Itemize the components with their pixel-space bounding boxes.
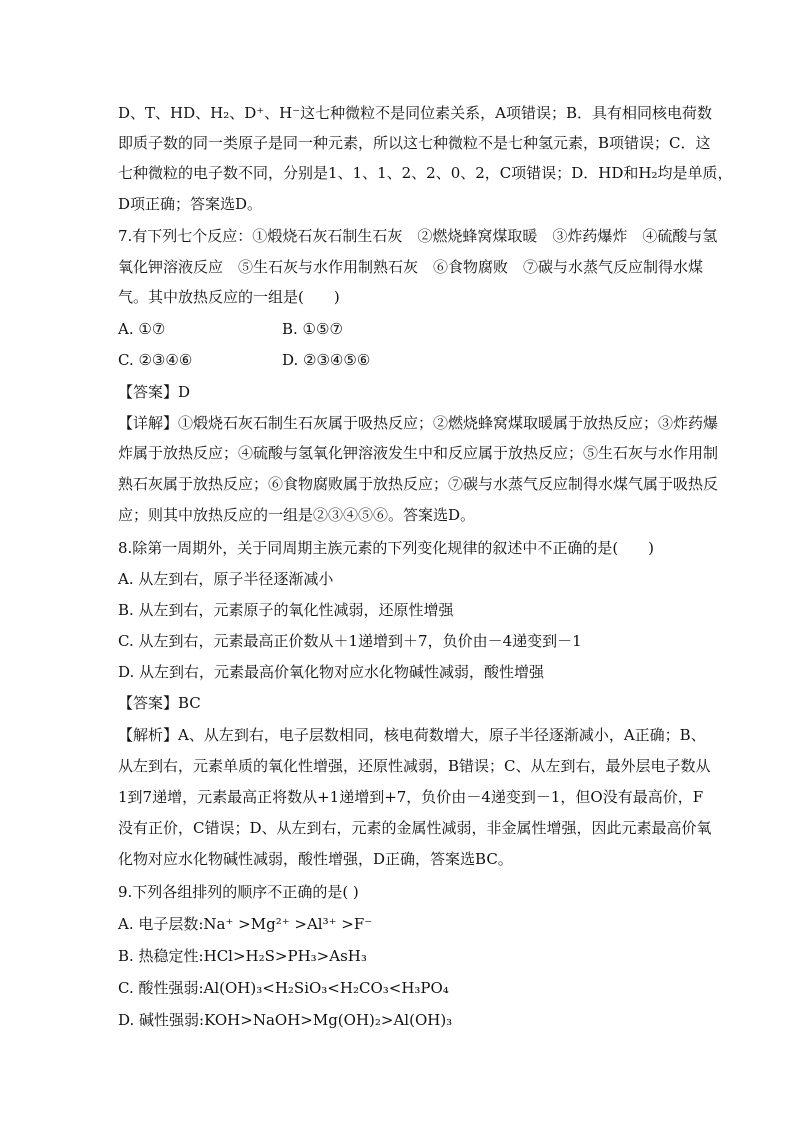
question-8-analysis: 化物对应水化物碱性减弱，酸性增强，D正确，答案选BC。	[118, 850, 513, 868]
question-8-analysis: 1到7递增，元素最高正将数从+1递增到+7，负价由－4递变到－1，但O没有最高价，F	[118, 788, 704, 806]
question-7-stem: 气。其中放热反应的一组是( )	[118, 288, 340, 306]
explanation-line: 七种微粒的电子数不同，分别是1、1、1、2、2、0、2，C项错误；D．HD和H₂均是单质，	[118, 164, 733, 182]
question-8-stem: 8.除第一周期外，关于同周期主族元素的下列变化规律的叙述中不正确的是( )	[118, 539, 655, 557]
question-9-option-a: A. 电子层数:Na⁺ >Mg²⁺ >Al³⁺ >F⁻	[118, 915, 373, 933]
question-7-option-c: C. ②③④⑥	[118, 351, 193, 369]
question-8-analysis: 从左到右，元素单质的氧化性增强，还原性减弱，B错误；C、从左到右，最外层电子数从	[118, 757, 711, 775]
explanation-line: D项正确；答案选D。	[118, 195, 263, 213]
explanation-line: D、T、HD、H₂、D⁺、H⁻这七种微粒不是同位素关系，A项错误；B．具有相同核电荷数	[118, 104, 713, 122]
question-9-option-d: D. 碱性强弱:KOH>NaOH>Mg(OH)₂>Al(OH)₃	[118, 1011, 453, 1029]
explanation-line: 即质子数的同一类原子是同一种元素，所以这七种微粒不是七种氢元素，B项错误；C．这	[118, 134, 711, 152]
question-9-stem: 9.下列各组排列的顺序不正确的是( )	[118, 883, 359, 901]
question-7-stem: 7.有下列七个反应：①煅烧石灰石制生石灰 ②燃烧蜂窝煤取暖 ③炸药爆炸 ④硫酸与氢	[118, 227, 718, 245]
question-7-detail: 【详解】①煅烧石灰石制生石灰属于吸热反应；②燃烧蜂窝煤取暖属于放热反应；③炸药爆	[118, 414, 719, 432]
question-9-option-b: B. 热稳定性:HCl>H₂S>PH₃>AsH₃	[118, 947, 367, 965]
question-8-option-b: B. 从左到右，元素原子的氧化性减弱，还原性增强	[118, 601, 454, 619]
question-8-option-a: A. 从左到右，原子半径逐渐减小	[118, 570, 334, 588]
question-8-option-c: C. 从左到右，元素最高正价数从＋1递增到＋7，负价由－4递变到－1	[118, 632, 582, 650]
question-7-stem: 氧化钾溶液反应 ⑤生石灰与水作用制熟石灰 ⑥食物腐败 ⑦碳与水蒸气反应制得水煤	[118, 258, 704, 276]
question-7-detail: 炸属于放热反应；④硫酸与氢氧化钾溶液发生中和反应属于放热反应；⑤生石灰与水作用制	[118, 444, 719, 462]
question-9-option-c: C. 酸性强弱:Al(OH)₃<H₂SiO₃<H₂CO₃<H₃PO₄	[118, 979, 449, 997]
question-8-answer: 【答案】BC	[118, 694, 201, 712]
question-8-analysis: 【解析】A、从左到右，电子层数相同，核电荷数增大，原子半径逐渐减小，A正确；B、	[118, 726, 706, 744]
question-8-option-d: D. 从左到右，元素最高价氧化物对应水化物碱性减弱，酸性增强	[118, 663, 545, 681]
question-7-option-a: A. ①⑦	[118, 320, 166, 338]
question-7-detail: 熟石灰属于放热反应；⑥食物腐败属于放热反应；⑦碳与水蒸气反应制得水煤气属于吸热反	[118, 475, 719, 493]
question-7-answer: 【答案】D	[118, 383, 191, 401]
question-7-option-d: D. ②③④⑤⑥	[282, 351, 371, 369]
question-7-option-b: B. ①⑤⑦	[282, 320, 343, 338]
question-8-analysis: 没有正价，C错误；D、从左到右，元素的金属性减弱，非金属性增强，因此元素最高价氧	[118, 819, 712, 837]
question-7-detail: 应；则其中放热反应的一组是②③④⑤⑥。答案选D。	[118, 506, 476, 524]
